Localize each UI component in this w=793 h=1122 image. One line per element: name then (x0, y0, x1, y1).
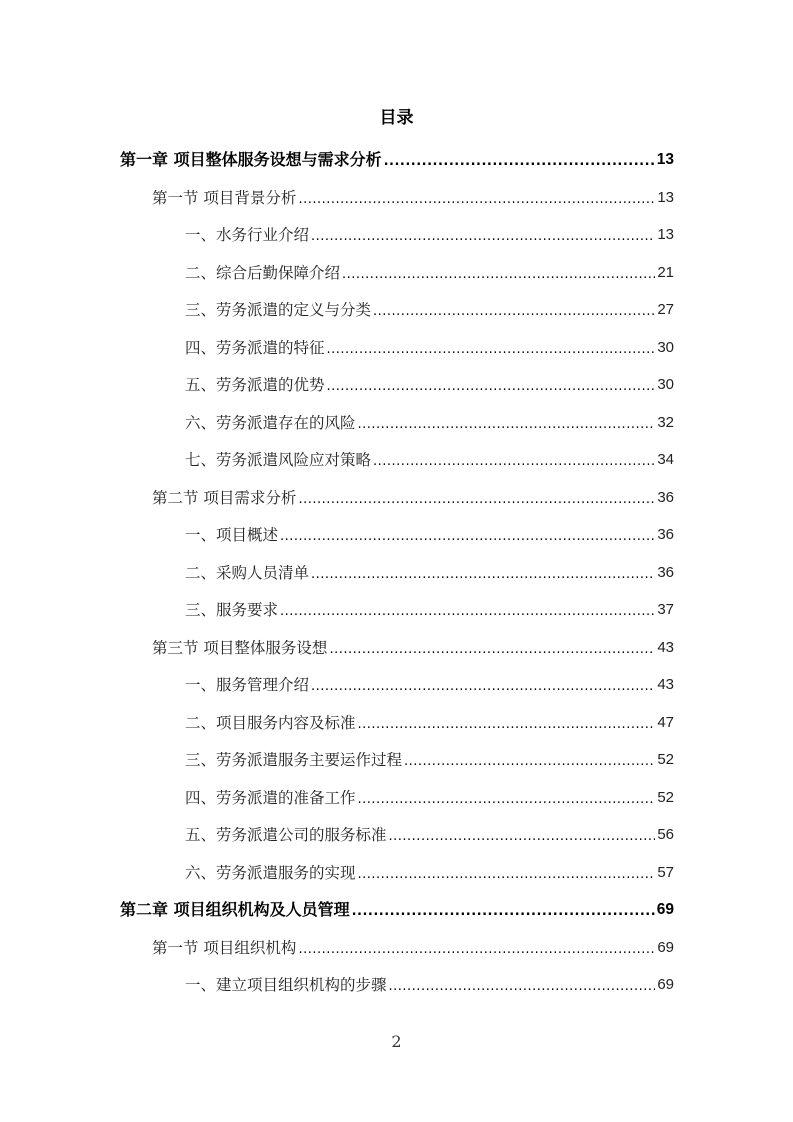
toc-entry-chapter[interactable] (120, 148, 674, 172)
dot-leader (352, 902, 655, 922)
dot-leader (389, 977, 656, 997)
toc-entry-item[interactable] (185, 411, 674, 435)
toc-entry-label: 第三节 项目整体服务设想 (152, 638, 328, 657)
toc-entry-page: 52 (657, 751, 674, 768)
toc-entry-item[interactable] (185, 223, 674, 247)
toc-entry-page: 13 (657, 188, 674, 206)
toc-entry-page: 47 (657, 713, 674, 731)
toc-entry-section[interactable] (152, 636, 674, 660)
toc-entry-label: 六、劳务派遣存在的风险 (185, 413, 356, 432)
toc-entry-label: 三、劳务派遣的定义与分类 (185, 301, 372, 319)
toc-entry-page: 43 (657, 638, 674, 656)
toc-entry-item[interactable] (185, 786, 674, 810)
toc-entry-item[interactable] (185, 298, 674, 322)
dot-leader (298, 490, 655, 510)
dot-leader (358, 790, 656, 810)
toc-entry-item[interactable] (185, 523, 674, 547)
dot-leader (358, 865, 656, 885)
toc-entry-page: 56 (657, 826, 674, 843)
dot-leader (311, 677, 655, 697)
toc-entry-page: 30 (657, 376, 674, 393)
toc-entry-label: 三、劳务派遣服务主要运作过程 (185, 751, 403, 769)
toc-entry-label: 五、劳务派遣的优势 (185, 376, 325, 394)
page-number: 2 (391, 1032, 402, 1051)
toc-entry-page: 36 (657, 488, 674, 506)
toc-entry-page: 37 (657, 601, 674, 618)
toc-entry-item[interactable] (185, 448, 674, 472)
toc-entry-page: 57 (657, 863, 674, 881)
toc-entry-page: 52 (657, 788, 674, 806)
toc-entry-label: 二、项目服务内容及标准 (185, 713, 356, 732)
dot-leader (329, 640, 655, 660)
dot-leader (327, 340, 656, 360)
toc-title: 目录 (379, 108, 414, 128)
toc-entry-page: 34 (657, 451, 674, 468)
dot-leader (373, 302, 655, 322)
dot-leader (298, 190, 655, 210)
toc-entry-page: 21 (657, 263, 674, 281)
dot-leader (311, 565, 655, 585)
toc-entry-section[interactable] (152, 486, 674, 510)
toc-entry-item[interactable] (185, 673, 674, 697)
toc-entry-label: 四、劳务派遣的特征 (185, 338, 325, 357)
toc-entry-page: 13 (657, 226, 674, 243)
toc-entry-page: 69 (656, 901, 674, 918)
toc-entry-item[interactable] (185, 823, 674, 847)
toc-entry-page: 69 (657, 938, 674, 956)
toc-entry-page: 32 (657, 413, 674, 431)
toc-entry-section[interactable] (152, 936, 674, 960)
toc-entry-item[interactable] (185, 261, 674, 285)
toc-entry-item[interactable] (185, 373, 674, 397)
toc-entry-item[interactable] (185, 561, 674, 585)
toc-entry-label: 第一章 项目整体服务设想与需求分析 (120, 150, 382, 169)
toc-entry-chapter[interactable] (120, 898, 674, 922)
dot-leader (404, 752, 655, 772)
toc-entry-label: 六、劳务派遣服务的实现 (185, 863, 356, 882)
toc-entry-label: 一、项目概述 (185, 526, 279, 544)
toc-entry-label: 七、劳务派遣风险应对策略 (185, 451, 372, 469)
toc-entry-page: 13 (656, 151, 674, 168)
toc-entry-item[interactable] (185, 598, 674, 622)
toc-entry-item[interactable] (185, 711, 674, 735)
toc-entry-item[interactable] (185, 973, 674, 997)
toc-entry-page: 43 (657, 676, 674, 693)
toc-entry-page: 27 (657, 301, 674, 318)
dot-leader (280, 602, 655, 622)
toc-entry-item[interactable] (185, 336, 674, 360)
dot-leader (384, 152, 655, 172)
dot-leader (327, 377, 656, 397)
dot-leader (358, 715, 656, 735)
toc-entry-page: 36 (657, 563, 674, 581)
toc-entry-page: 36 (657, 526, 674, 543)
toc-entry-label: 第一节 项目背景分析 (152, 188, 297, 207)
toc-entry-label: 一、服务管理介绍 (185, 676, 310, 694)
toc-entry-label: 第二节 项目需求分析 (152, 488, 297, 507)
toc-entry-label: 一、水务行业介绍 (185, 226, 310, 244)
toc-entry-label: 一、建立项目组织机构的步骤 (185, 976, 387, 994)
dot-leader (342, 265, 655, 285)
toc-entry-item[interactable] (185, 861, 674, 885)
dot-leader (389, 827, 656, 847)
toc-entry-item[interactable] (185, 748, 674, 772)
dot-leader (298, 940, 655, 960)
toc-entry-label: 五、劳务派遣公司的服务标准 (185, 826, 387, 844)
toc-entry-label: 二、综合后勤保障介绍 (185, 263, 341, 282)
toc-entry-label: 第二章 项目组织机构及人员管理 (120, 900, 350, 919)
toc-entry-label: 二、采购人员清单 (185, 563, 310, 582)
dot-leader (311, 227, 655, 247)
toc-entry-label: 三、服务要求 (185, 601, 279, 619)
dot-leader (358, 415, 656, 435)
toc-entry-label: 四、劳务派遣的准备工作 (185, 788, 356, 807)
toc-entry-page: 30 (657, 338, 674, 356)
dot-leader (373, 452, 655, 472)
toc-entry-label: 第一节 项目组织机构 (152, 938, 297, 957)
dot-leader (280, 527, 655, 547)
toc-entry-page: 69 (657, 976, 674, 993)
toc-entry-section[interactable] (152, 186, 674, 210)
